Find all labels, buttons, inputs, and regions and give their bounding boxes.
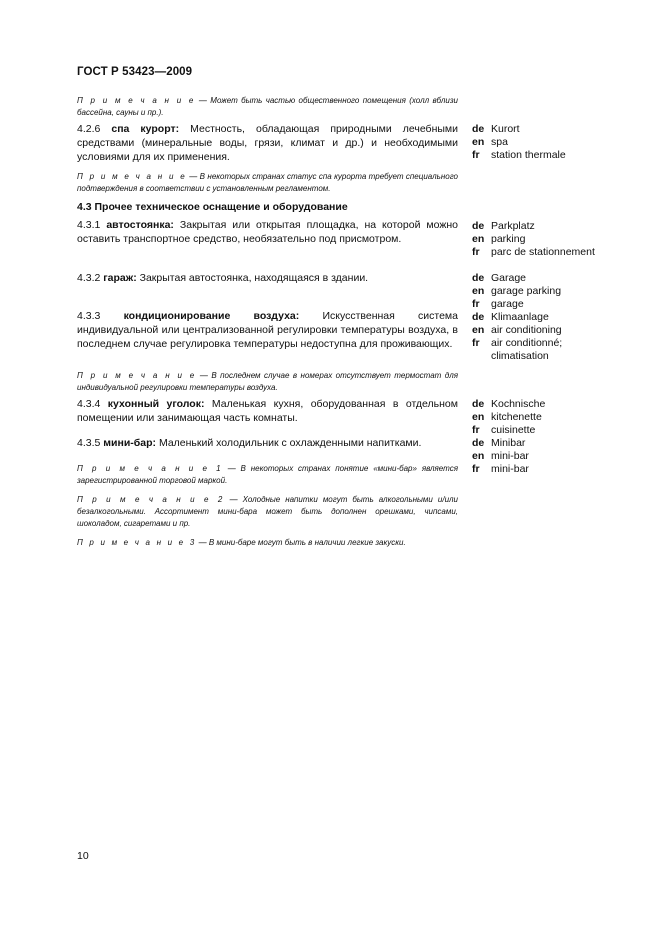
lang-code: de [472,437,485,449]
note-text: — В последнем случае в номерах отсутствует термостат для индивидуальной регулировки температуры воздуха. [77,371,458,392]
translation-row [472,285,622,298]
term-name: автостоянка: [106,219,174,231]
term-number: 4.3.2 [77,272,104,284]
translation-row [472,450,622,463]
note-minibar-snacks [77,537,458,549]
translation-row [472,136,622,149]
lang-code: en [472,136,485,148]
note-text: — Холодные напитки могут быть алкогольными и/или безалкогольными. Ассортимент мини-бара может быть дополнен орешками, чипсами, шоколадом, сигаретами и пр. [77,495,458,528]
translations-minibar [472,437,622,476]
term-definition: Маленькая кухня, оборудованная в отдельном помещении или занимающая часть комнаты. [77,398,458,424]
translation-term: parc de stationnement [491,246,595,258]
lang-code: de [472,123,485,135]
note-minibar-drinks [77,494,458,530]
term-name: спа курорт: [111,123,180,135]
translation-row [472,246,622,259]
term-number: 4.3.4 [77,398,108,410]
note-label: П р и м е ч а н и е [77,371,197,380]
translation-term: Minibar [491,437,526,449]
term-name: кухонный уголок: [107,398,205,410]
translation-row [472,149,622,162]
translations-air-conditioning [472,311,622,363]
translation-row [472,298,622,311]
note-text: — В некоторых странах понятие «мини-бар» является зарегистрированной торговой маркой. [77,464,458,485]
lang-code: de [472,398,485,410]
term-definition: Закрытая автостоянка, находящаяся в здании. [136,272,369,284]
translation-row [472,411,622,424]
translation-row [472,398,622,411]
note-minibar-trademark [77,463,458,487]
lang-code: en [472,324,485,336]
translation-row [472,463,622,476]
lang-code: en [472,411,485,423]
translation-term: parking [491,233,526,245]
term-minibar [77,436,458,450]
note-label: П р и м е ч а н и е 3 [77,538,197,547]
lang-code: de [472,311,485,323]
lang-code: fr [472,337,480,349]
term-definition: Местность, обладающая природными лечебными средствами (минеральные воды, грязи, климат и др.) и необходимыми условиями для их применения. [77,123,458,163]
lang-code: fr [472,463,480,475]
lang-code: fr [472,246,480,258]
translation-row [472,324,622,337]
term-garage [77,271,458,285]
translations-parking [472,220,622,259]
note-text: — В мини-баре могут быть в наличии легкие закуски. [196,538,406,547]
term-number: 4.3.3 [77,310,124,322]
translation-row [472,123,622,136]
note-label: П р и м е ч а н и е 1 [77,464,223,473]
section-title: 4.3 Прочее техническое оснащение и оборудование [77,201,348,213]
term-air-conditioning [77,309,458,351]
translation-term: cuisinette [491,424,536,436]
translation-term: Kochnische [491,398,546,410]
term-number: 4.3.1 [77,219,107,231]
term-parking [77,218,458,246]
lang-code: en [472,450,485,462]
note-hall [77,95,458,119]
lang-code: fr [472,149,480,161]
note-text: — Может быть частью общественного помещения (холл вблизи бассейна, сауны и пр.). [77,96,458,117]
term-kitchenette [77,397,458,425]
translation-term: kitchenette [491,411,542,423]
translation-term: mini-bar [491,463,529,475]
translation-row [472,424,622,437]
translation-row [472,437,622,450]
term-number: 4.2.6 [77,123,112,135]
translation-term: spa [491,136,508,148]
translation-term: mini-bar [491,450,529,462]
document-header: ГОСТ Р 53423—2009 [77,66,193,78]
translations-garage [472,272,622,311]
translation-term: garage parking [491,285,562,297]
translations-kitchenette [472,398,622,437]
term-name: мини-бар: [103,437,157,449]
note-text: — В некоторых странах статус спа курорта требует специального подтверждения в соответствии с установленным регламентом. [77,172,458,193]
note-spa-status [77,171,458,195]
term-name: кондиционирование воздуха: [123,310,300,322]
note-label: П р и м е ч а н и е [77,172,187,181]
page-number: 10 [77,850,89,862]
lang-code: fr [472,424,480,436]
translation-term: Klimaanlage [491,311,549,323]
note-label: П р и м е ч а н и е [77,96,196,105]
lang-code: de [472,220,485,232]
translation-row [472,311,622,324]
translation-term: air conditionné; climatisation [491,337,563,362]
translations-spa-resort [472,123,622,162]
lang-code: en [472,233,485,245]
lang-code: fr [472,298,480,310]
translation-term: Kurort [491,123,520,135]
translation-term: air conditioning [491,324,562,336]
term-number: 4.3.5 [77,437,104,449]
translation-term: garage [491,298,524,310]
term-spa-resort [77,122,458,164]
translation-term: Parkplatz [491,220,535,232]
translation-term: Garage [491,272,527,284]
translation-row [472,337,622,363]
lang-code: de [472,272,485,284]
term-definition: Закрытая или открытая площадка, на которой можно оставить транспортное средство, необязательно под присмотром. [77,219,458,245]
term-definition: Маленький холодильник с охлажденными напитками. [156,437,422,449]
translation-term: station thermale [491,149,566,161]
note-thermostat [77,370,458,394]
lang-code: en [472,285,485,297]
term-definition: Искусственная система индивидуальной или централизованной регулировки температуры воздуха, в последнем случае регулировка температуры недоступна для проживающих. [77,310,458,350]
translation-row [472,272,622,285]
translation-row [472,233,622,246]
note-label: П р и м е ч а н и е 2 [77,495,225,504]
translation-row [472,220,622,233]
term-name: гараж: [103,272,137,284]
